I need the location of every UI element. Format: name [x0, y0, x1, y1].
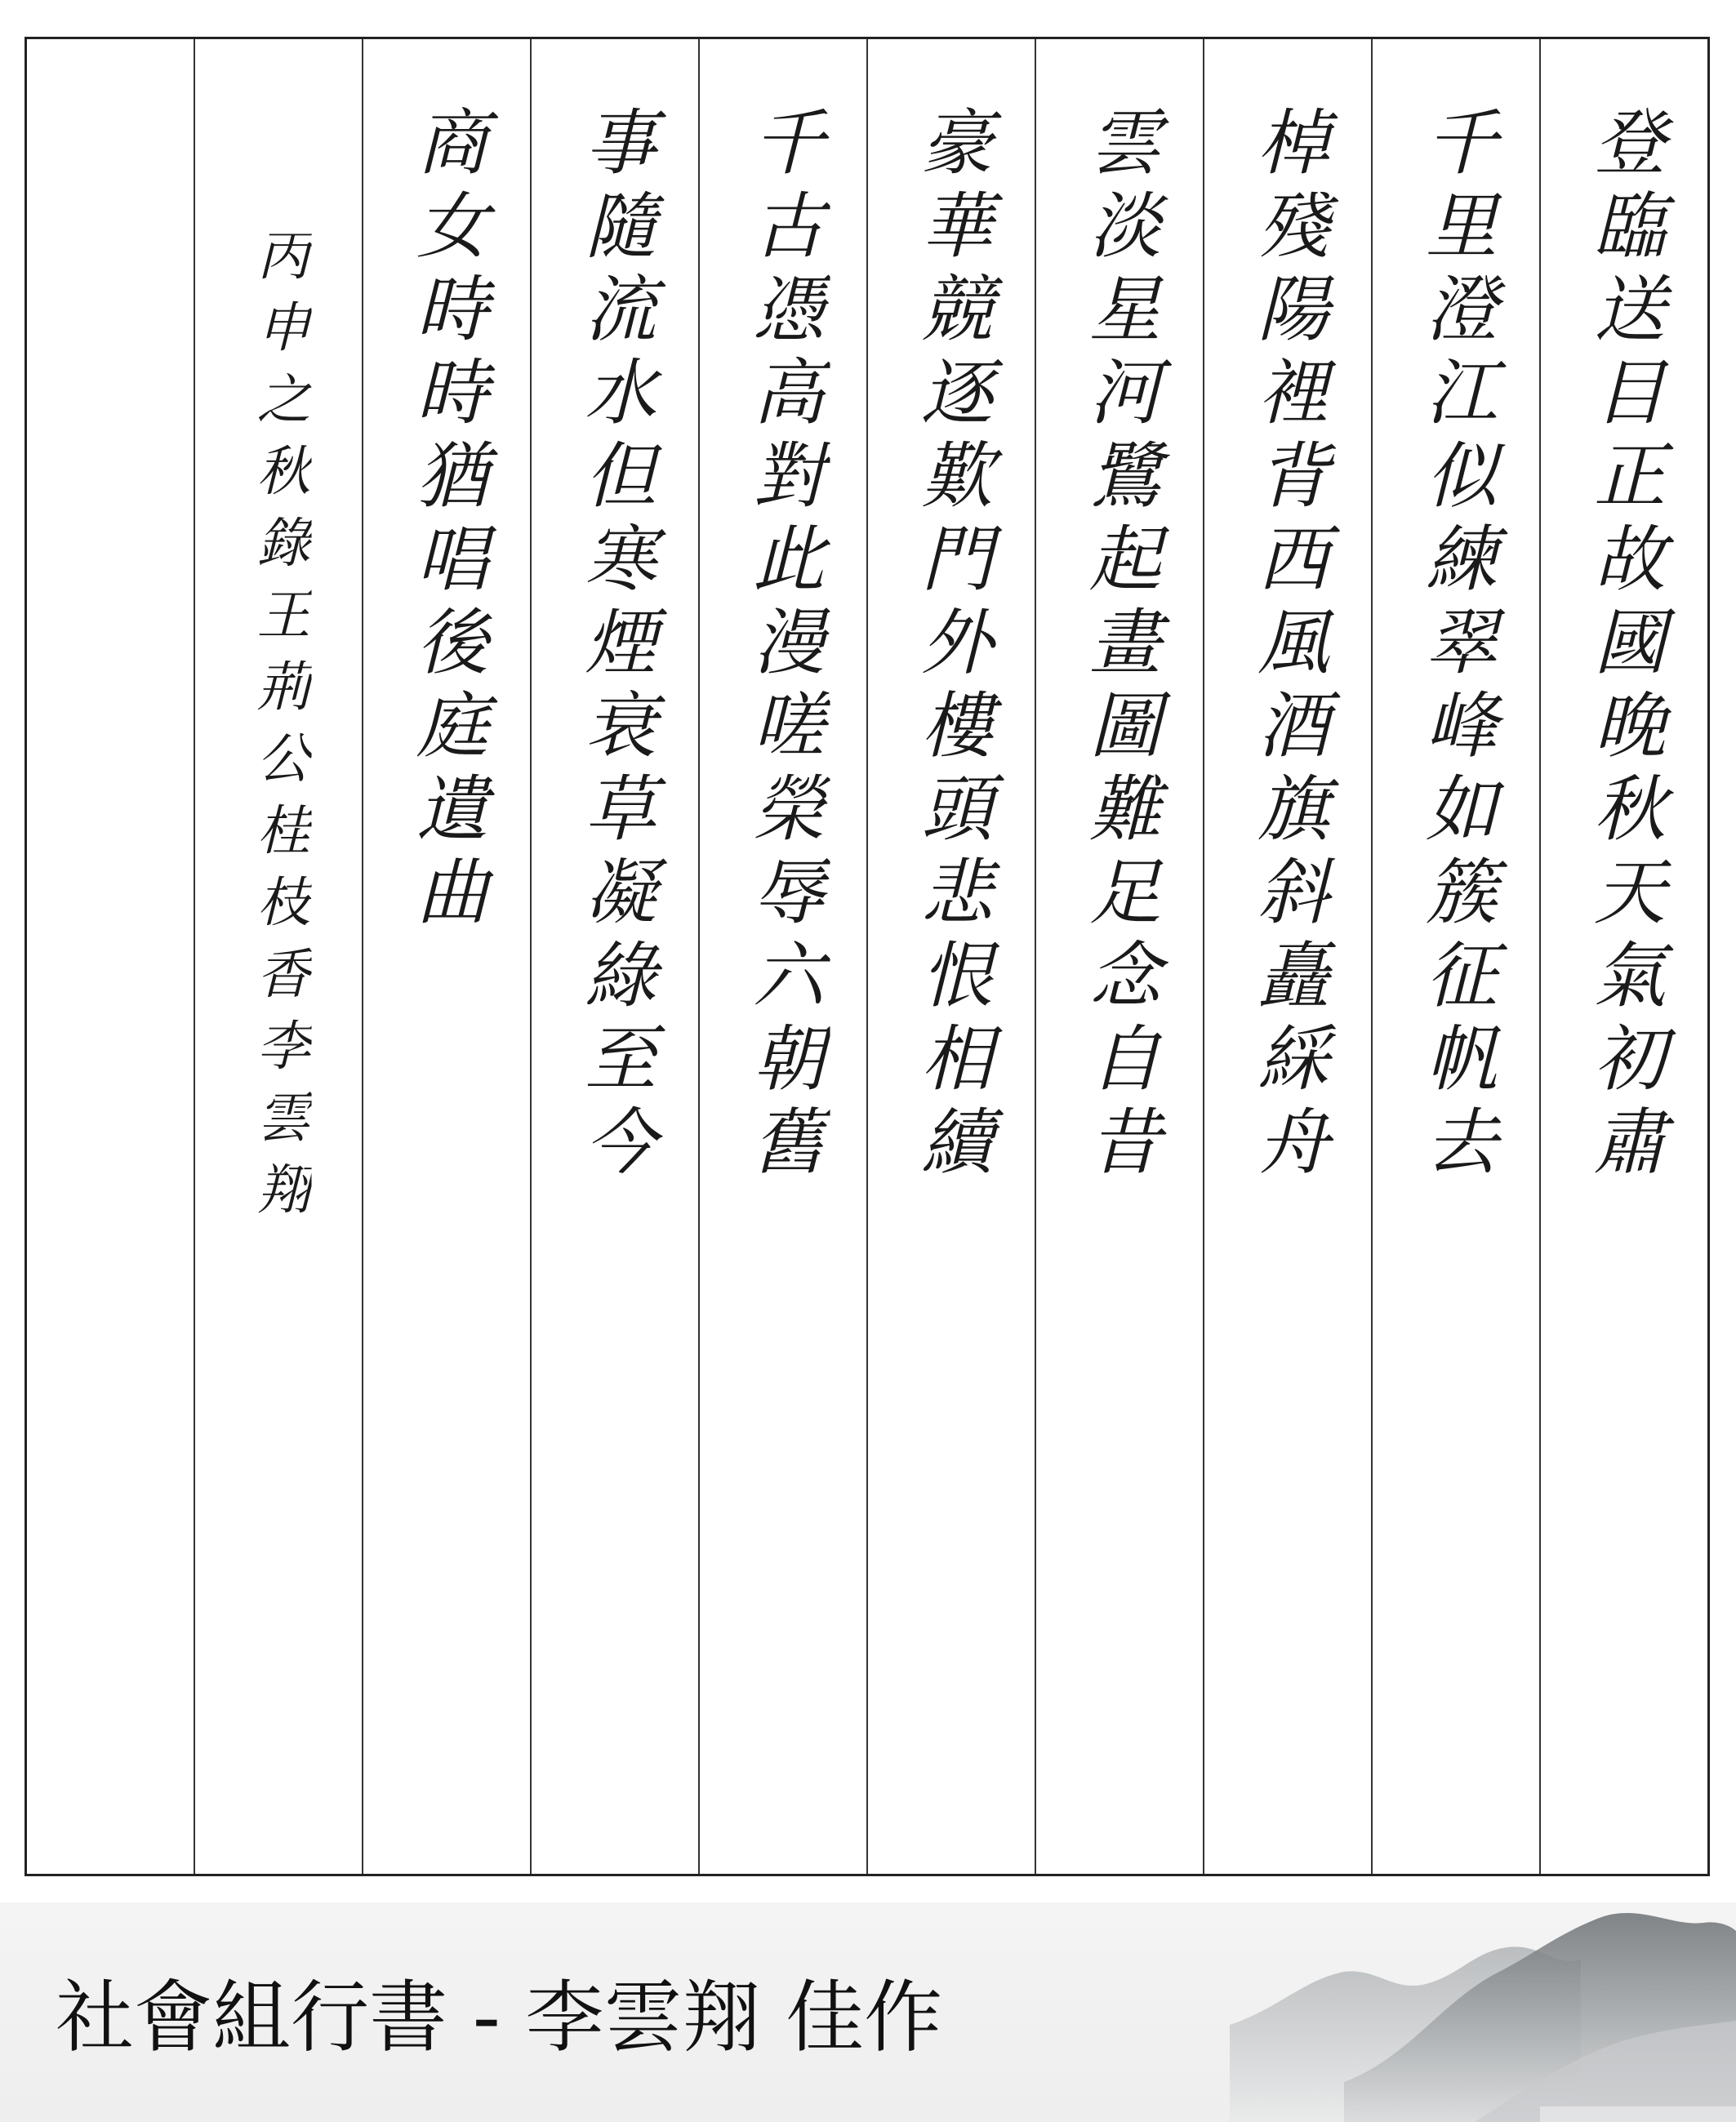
empty-column [27, 39, 194, 1874]
poem-column-text: 千里澄江似練翠峰如簇征帆去 [1414, 105, 1498, 1187]
work-caption: 社會組行書 - 李雲翔 佳作 [56, 1972, 943, 2063]
caption-banner [0, 1902, 1736, 2122]
poem-column-text: 事隨流水但寒煙衰草凝綠至今 [573, 105, 657, 1187]
poem-column-6 [698, 39, 866, 1874]
signature-column [194, 39, 362, 1874]
column-grid [24, 37, 1710, 1876]
poem-column-5 [866, 39, 1035, 1874]
poem-column-8 [362, 39, 530, 1874]
poem-column-text: 棹殘陽裡背西風酒旗斜矗綵舟 [1246, 105, 1330, 1187]
mountain-landscape-icon [1230, 1902, 1736, 2122]
poem-column-4 [1035, 39, 1203, 1874]
poem-column-text: 千古憑高對此漫嗟榮辱六朝舊 [741, 105, 826, 1187]
poem-column-text: 商女時時猶唱後庭遺曲 [405, 105, 489, 937]
poem-column-3 [1203, 39, 1371, 1874]
poem-column-text: 雲淡星河鷺起畫圖難足念自昔 [1078, 105, 1162, 1187]
poem-column-2 [1371, 39, 1539, 1874]
signature-text: 丙申之秋錄王荊公桂枝香李雲翔 [247, 227, 310, 1233]
poem-column-7 [530, 39, 698, 1874]
poem-column-1 [1539, 39, 1707, 1874]
poem-column-text: 登臨送目正故國晚秋天氣初肅 [1582, 105, 1667, 1187]
poem-column-text: 豪華競逐歎門外樓頭悲恨相續 [910, 105, 994, 1187]
